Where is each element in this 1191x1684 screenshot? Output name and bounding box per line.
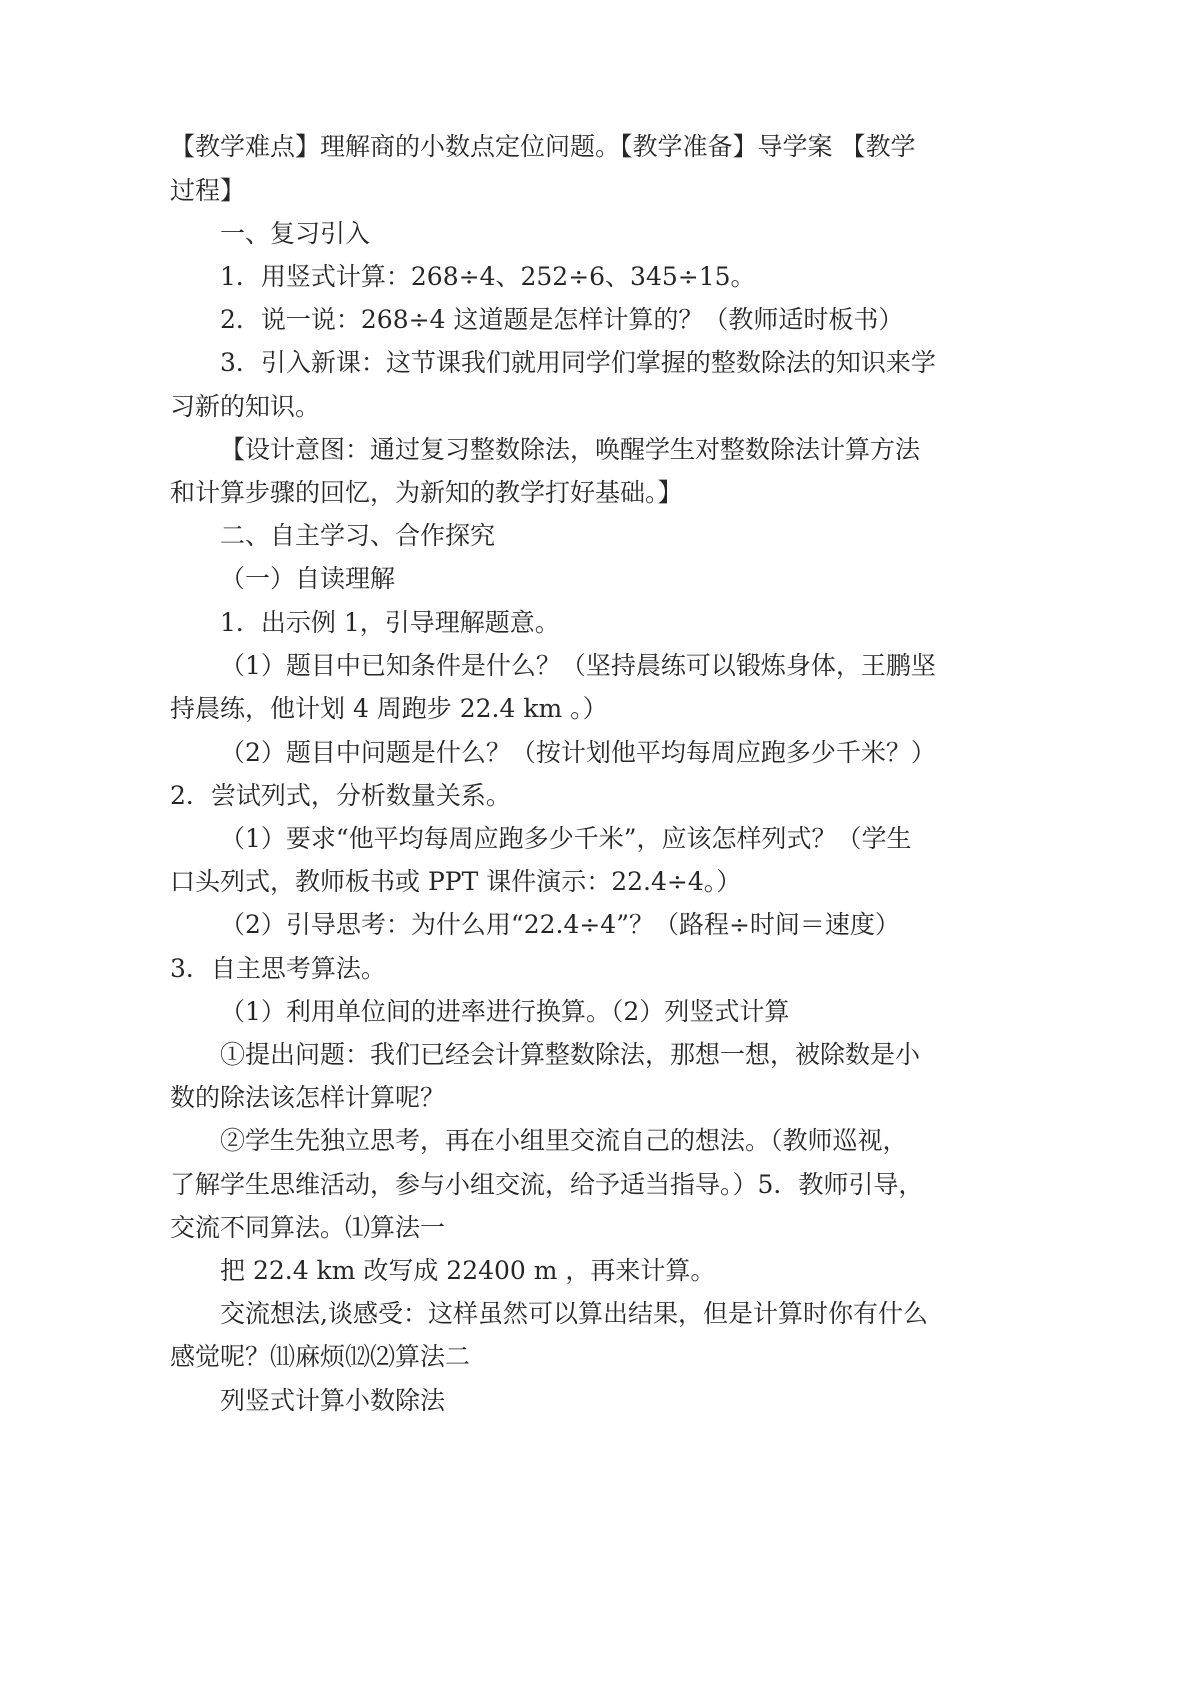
text-line-7: 习新的知识。 bbox=[170, 392, 321, 421]
text-line-28: 交流想法,谈感受：这样虽然可以算出结果，但是计算时你有什么 bbox=[220, 1299, 928, 1328]
section-heading-self-study: 二、自主学习、合作探究 bbox=[220, 521, 496, 550]
text-line-23: 数的除法该怎样计算呢？ bbox=[170, 1083, 446, 1112]
text-line-9: 和计算步骤的回忆，为新知的教学打好基础。】 bbox=[170, 478, 683, 507]
text-line-15: （2）题目中问题是什么？（按计划他平均每周应跑多少千米？） bbox=[220, 738, 936, 767]
text-line-25: 了解学生思维活动，参与小组交流，给予适当指导。）5．教师引导， bbox=[170, 1170, 924, 1199]
text-line-20: 3．自主思考算法。 bbox=[170, 954, 386, 983]
text-line-16: 2．尝试列式，分析数量关系。 bbox=[170, 781, 511, 810]
text-line-22: ①提出问题：我们已经会计算整数除法，那想一想，被除数是小 bbox=[220, 1040, 921, 1069]
text-line-30: 列竖式计算小数除法 bbox=[220, 1386, 446, 1415]
text-line-29: 感觉呢？⑾麻烦⑿⑵算法二 bbox=[170, 1342, 471, 1371]
text-line-4: 1．用竖式计算：268÷4、252÷6、345÷15。 bbox=[220, 262, 756, 291]
text-line-12: 1．出示例 1，引导理解题意。 bbox=[220, 608, 560, 637]
text-line-6: 3．引入新课：这节课我们就用同学们掌握的整数除法的知识来学 bbox=[220, 348, 936, 377]
text-line-8: 【设计意图：通过复习整数除法，唤醒学生对整数除法计算方法 bbox=[220, 435, 921, 464]
text-line-26: 交流不同算法。⑴算法一 bbox=[170, 1213, 446, 1242]
text-line-18: 口头列式，教师板书或 PPT 课件演示：22.4÷4。） bbox=[170, 867, 742, 896]
text-line-5: 2．说一说：268÷4 这道题是怎样计算的？（教师适时板书） bbox=[220, 305, 904, 334]
subsection-heading-reading: （一）自读理解 bbox=[220, 564, 396, 593]
text-line-21: （1）利用单位间的进率进行换算。（2）列竖式计算 bbox=[220, 997, 790, 1026]
text-line-24: ②学生先独立思考，再在小组里交流自己的想法。（教师巡视， bbox=[220, 1126, 908, 1155]
text-line-13: （1）题目中已知条件是什么？（坚持晨练可以锻炼身体，王鹏坚 bbox=[220, 651, 936, 680]
text-line-17: （1）要求“他平均每周应跑多少千米”，应该怎样列式？（学生 bbox=[220, 824, 912, 853]
text-line-1: 【教学难点】理解商的小数点定位问题。【教学准备】导学案 【教学 bbox=[170, 132, 916, 161]
text-line-27: 把 22.4 km 改写成 22400 m ，再来计算。 bbox=[220, 1256, 716, 1285]
text-line-19: （2）引导思考：为什么用“22.4÷4”？（路程÷时间＝速度） bbox=[220, 910, 900, 939]
text-line-2: 过程】 bbox=[170, 176, 246, 205]
text-line-14: 持晨练，他计划 4 周跑步 22.4 km 。） bbox=[170, 694, 608, 723]
section-heading-review: 一、复习引入 bbox=[220, 219, 371, 248]
